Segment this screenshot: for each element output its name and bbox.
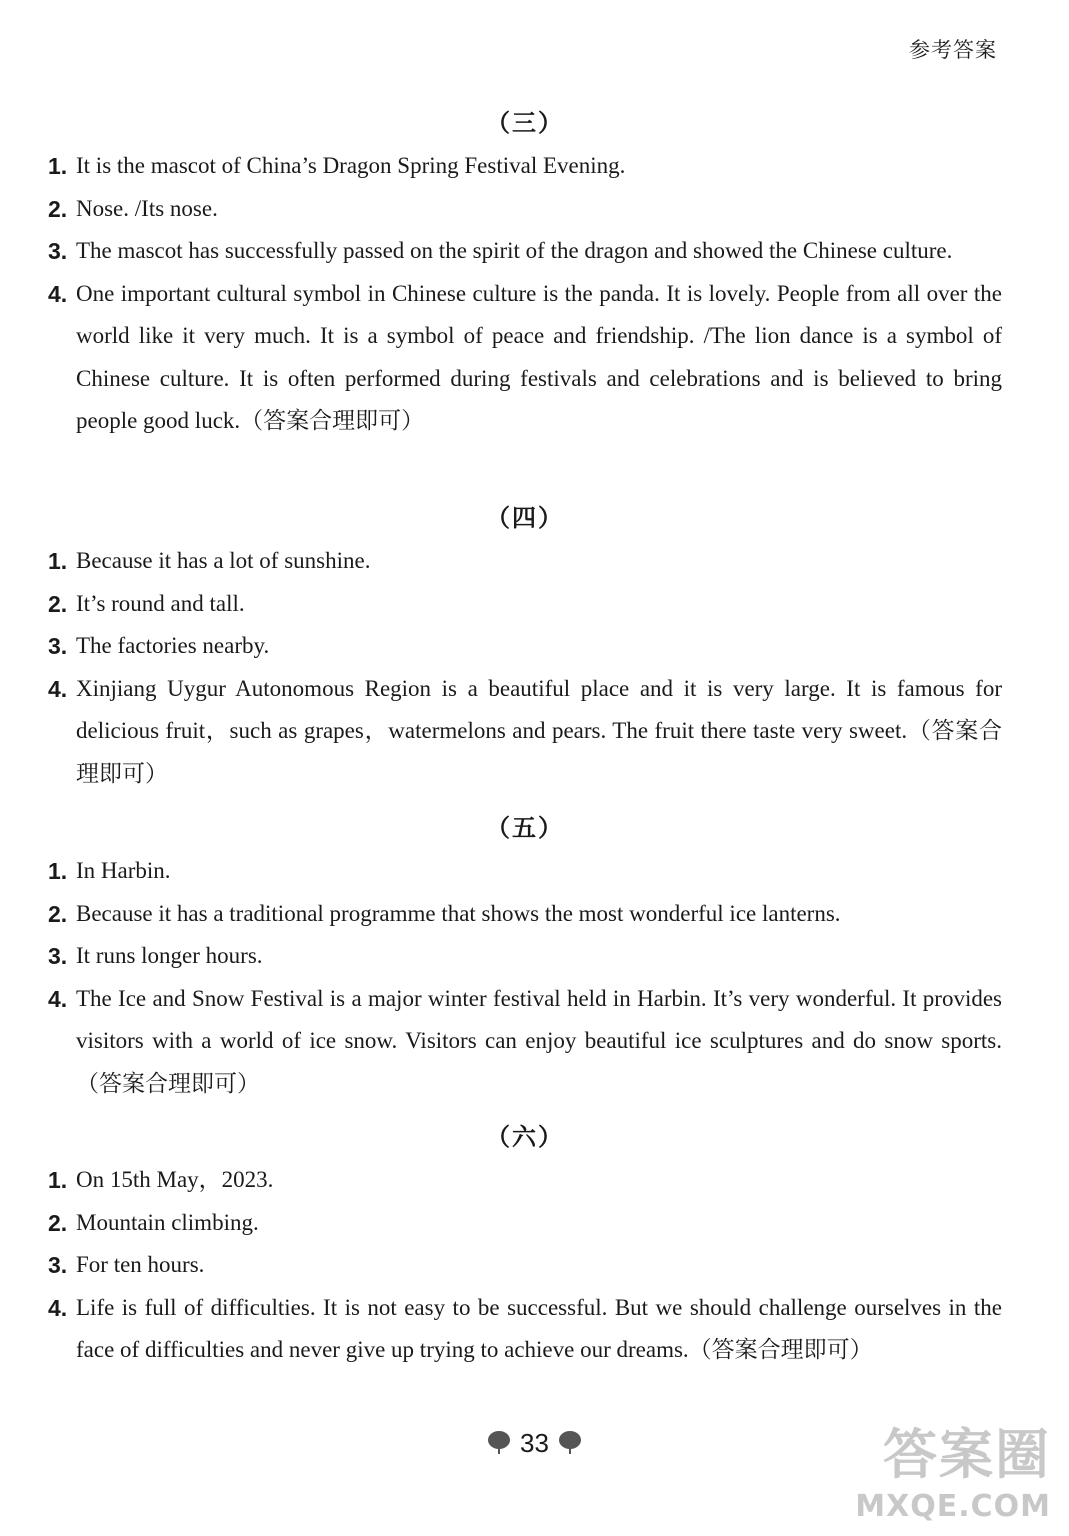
answer-item bbox=[48, 230, 1002, 273]
answer-item bbox=[48, 850, 1002, 893]
item-text: The Ice and Snow Festival is a major winter festival held in Harbin. It’s very wonderful. It provides visitors with a world of ice snow. Visitors can enjoy beautiful ice sculptures and do snow sports.（答案合理即可） bbox=[76, 985, 1002, 1096]
section-3 bbox=[48, 101, 1002, 443]
item-text: It runs longer hours. bbox=[76, 943, 263, 968]
item-text: It is the mascot of China’s Dragon Spring Festival Evening. bbox=[76, 153, 626, 178]
page-header-title: 参考答案 bbox=[909, 38, 997, 62]
item-number: 3. bbox=[48, 238, 68, 264]
answer-item bbox=[48, 668, 1002, 796]
item-number: 4. bbox=[48, 675, 68, 702]
item-text: For ten hours. bbox=[76, 1252, 205, 1277]
section-title: （六） bbox=[486, 1123, 564, 1151]
item-number: 3. bbox=[48, 943, 68, 969]
item-number: 2. bbox=[48, 1209, 68, 1236]
answer-item bbox=[48, 1159, 1002, 1202]
section-4 bbox=[48, 496, 1002, 795]
item-text: One important cultural symbol in Chinese culture is the panda. It is lovely. People from all over the world like it very much. It is a symbol of peace and friendship. /The lion dance is a symbol of Chinese culture. It is often performed during festivals and celebrations and is believed to bring people good luck.（答案合理即可） bbox=[76, 280, 1002, 433]
item-text: On 15th May，2023. bbox=[76, 1167, 274, 1192]
answer-item bbox=[48, 1202, 1002, 1245]
item-text: Nose. /Its nose. bbox=[76, 195, 218, 221]
item-text: The mascot has successfully passed on the spirit of the dragon and showed the Chinese culture. bbox=[76, 238, 953, 263]
watermark bbox=[855, 1412, 1051, 1524]
item-text: Xinjiang Uygur Autonomous Region is a beautiful place and it is very large. It is famous for delicious fruit，such as grapes，watermelons and pears. The fruit there taste very sweet.（答案合理即可） bbox=[76, 675, 1002, 786]
item-number: 1. bbox=[48, 153, 68, 179]
answer-item bbox=[48, 273, 1002, 443]
item-number: 2. bbox=[48, 590, 68, 617]
watermark-en: MXQE.COM bbox=[855, 1489, 1051, 1524]
answer-item bbox=[48, 1244, 1002, 1287]
leaf-ornament-left-icon bbox=[486, 1430, 512, 1461]
answer-item bbox=[48, 145, 1002, 188]
item-text: It’s round and tall. bbox=[76, 590, 245, 616]
watermark-cn: 答案圈 bbox=[883, 1423, 1051, 1486]
item-number: 1. bbox=[48, 548, 68, 574]
item-text: Mountain climbing. bbox=[76, 1209, 259, 1235]
item-number: 1. bbox=[48, 858, 68, 884]
answer-item bbox=[48, 1287, 1002, 1372]
item-text: The factories nearby. bbox=[76, 633, 270, 658]
leaf-ornament-right-icon bbox=[557, 1430, 583, 1461]
answer-item bbox=[48, 893, 1002, 936]
page-number: 33 bbox=[520, 1428, 549, 1458]
section-title: （五） bbox=[486, 814, 564, 842]
section-title: （四） bbox=[486, 504, 564, 532]
item-text: Life is full of difficulties. It is not easy to be successful. But we should challenge ourselves in the face of difficulties and never give up trying to achieve our dreams.（答案合理即可） bbox=[76, 1294, 1002, 1362]
item-number: 3. bbox=[48, 633, 68, 659]
section-5 bbox=[48, 806, 1002, 1105]
item-number: 4. bbox=[48, 1294, 68, 1321]
item-number: 4. bbox=[48, 985, 68, 1012]
item-number: 2. bbox=[48, 195, 68, 222]
section-title: （三） bbox=[486, 109, 564, 137]
item-number: 2. bbox=[48, 900, 68, 927]
item-number: 1. bbox=[48, 1167, 68, 1193]
section-6 bbox=[48, 1115, 1002, 1372]
answer-item bbox=[48, 540, 1002, 583]
answer-item bbox=[48, 625, 1002, 668]
answer-item bbox=[48, 978, 1002, 1106]
item-number: 3. bbox=[48, 1252, 68, 1278]
answer-item bbox=[48, 583, 1002, 626]
item-text: Because it has a traditional programme that shows the most wonderful ice lanterns. bbox=[76, 900, 841, 926]
answer-item bbox=[48, 188, 1002, 231]
answer-item bbox=[48, 935, 1002, 978]
item-text: Because it has a lot of sunshine. bbox=[76, 548, 371, 573]
item-number: 4. bbox=[48, 280, 68, 307]
item-text: In Harbin. bbox=[76, 858, 171, 883]
